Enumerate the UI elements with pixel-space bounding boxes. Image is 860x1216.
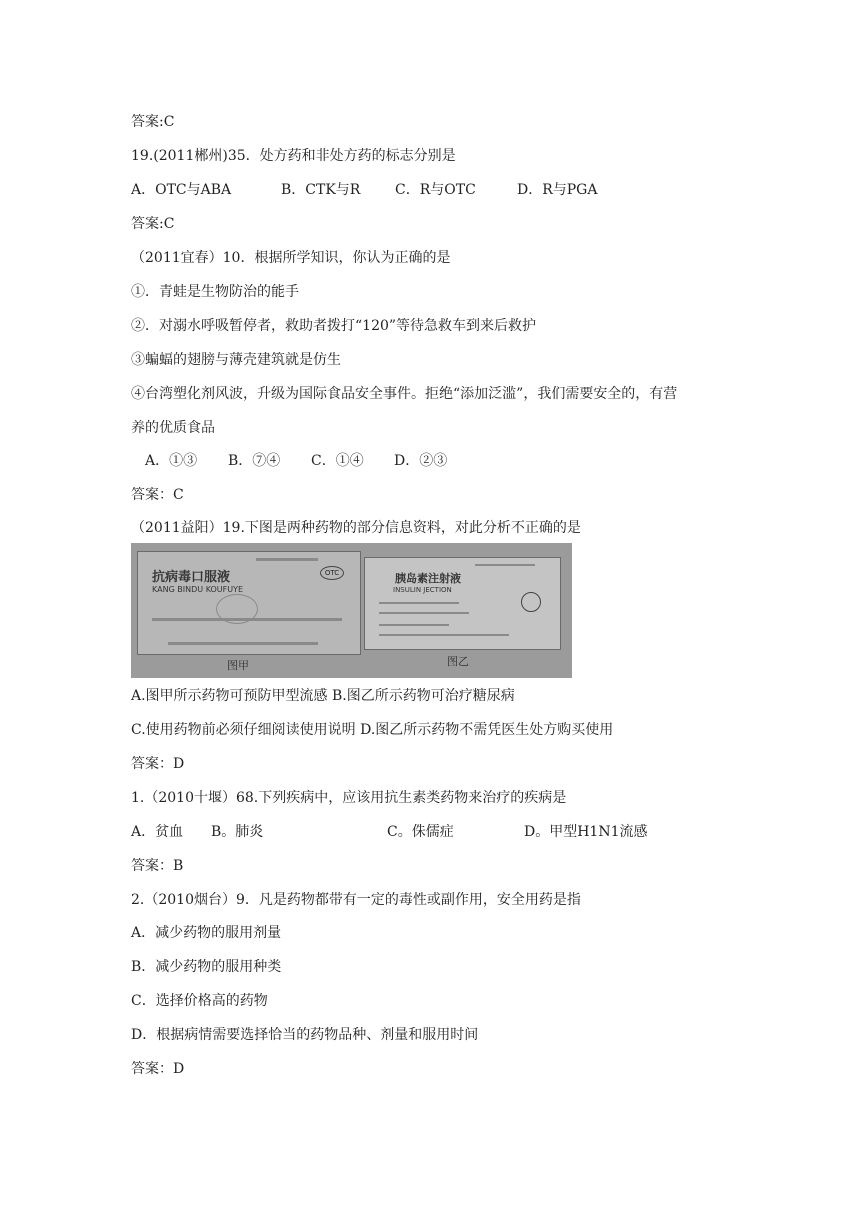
question-yiyang-stem: （2011益阳）19.下图是两种药物的部分信息资料，对此分析不正确的是 bbox=[131, 520, 581, 536]
figure-a-caption: 图甲 bbox=[227, 659, 249, 672]
figure-b-caption: 图乙 bbox=[447, 655, 469, 668]
card-a-pinyin: KANG BINDU KOUFUYE bbox=[152, 585, 244, 594]
option-b: B。肺炎 bbox=[211, 824, 264, 840]
medicine-label-photo bbox=[131, 543, 572, 678]
question-19-options bbox=[131, 180, 597, 200]
option-c: C．R与OTC bbox=[395, 182, 476, 198]
statement-4-continued: 养的优质食品 bbox=[131, 420, 215, 436]
answer-line: 答案：D bbox=[131, 756, 185, 772]
question-1-options bbox=[131, 822, 648, 842]
answer-line: 答案：C bbox=[131, 487, 184, 503]
option-d: D。甲型H1N1流感 bbox=[524, 824, 648, 840]
statement-4: ④台湾塑化剂风波，升级为国际食品安全事件。拒绝“添加泛滥”，我们需要安全的，有营 bbox=[131, 386, 678, 402]
option-c: C．选择价格高的药物 bbox=[131, 993, 268, 1009]
option-a: A．减少药物的服用剂量 bbox=[131, 925, 282, 941]
answer-line: 答案:C bbox=[131, 114, 175, 130]
question-yichun-stem: （2011宜春）10．根据所学知识，你认为正确的是 bbox=[131, 250, 451, 266]
option-a: A．贫血 bbox=[131, 824, 184, 840]
option-b: B．CTK与R bbox=[281, 182, 361, 198]
medicine-card-b bbox=[364, 557, 561, 650]
question-1-stem: 1.（2010十堰）68.下列疾病中，应该用抗生素类药物来治疗的疾病是 bbox=[131, 790, 567, 806]
options-c-d: C.使用药物前必须仔细阅读使用说明 D.图乙所示药物不需凭医生处方购买使用 bbox=[131, 722, 614, 738]
statement-2: ②．对溺水呼吸暂停者，救助者拨打“120”等待急救车到来后救护 bbox=[131, 318, 537, 334]
statement-1: ①．青蛙是生物防治的能手 bbox=[131, 284, 299, 300]
question-yichun-options bbox=[145, 451, 447, 471]
options-a-b: A.图甲所示药物可预防甲型流感 B.图乙所示药物可治疗糖尿病 bbox=[131, 688, 515, 704]
option-c: C。侏儒症 bbox=[387, 824, 454, 840]
option-b: B．⑦④ bbox=[228, 453, 281, 469]
otc-logo-icon: OTC bbox=[320, 566, 344, 580]
answer-line: 答案：D bbox=[131, 1061, 185, 1077]
option-d: D．R与PGA bbox=[517, 182, 598, 198]
option-b: B．减少药物的服用种类 bbox=[131, 959, 282, 975]
option-c: C．①④ bbox=[311, 453, 364, 469]
answer-line: 答案：B bbox=[131, 858, 184, 874]
card-b-english: INSULIN JECTION bbox=[393, 586, 452, 594]
option-a: A．OTC与ABA bbox=[131, 182, 232, 198]
question-2-stem: 2.（2010烟台）9．凡是药物都带有一定的毒性或副作用，安全用药是指 bbox=[131, 892, 581, 908]
seal-icon bbox=[521, 592, 541, 612]
option-d: D．根据病情需要选择恰当的药物品种、剂量和服用时间 bbox=[131, 1027, 479, 1043]
medicine-card-a bbox=[137, 551, 361, 655]
card-b-title: 胰岛素注射液 bbox=[395, 572, 461, 585]
card-a-title: 抗病毒口服液 bbox=[152, 570, 231, 585]
option-d: D．②③ bbox=[394, 453, 448, 469]
statement-3: ③蝙蝠的翅膀与薄壳建筑就是仿生 bbox=[131, 352, 341, 368]
option-a: A．①③ bbox=[145, 453, 198, 469]
product-illustration-icon bbox=[216, 594, 258, 624]
question-19-stem: 19.(2011郴州)35．处方药和非处方药的标志分别是 bbox=[131, 148, 456, 164]
answer-line: 答案:C bbox=[131, 216, 175, 232]
